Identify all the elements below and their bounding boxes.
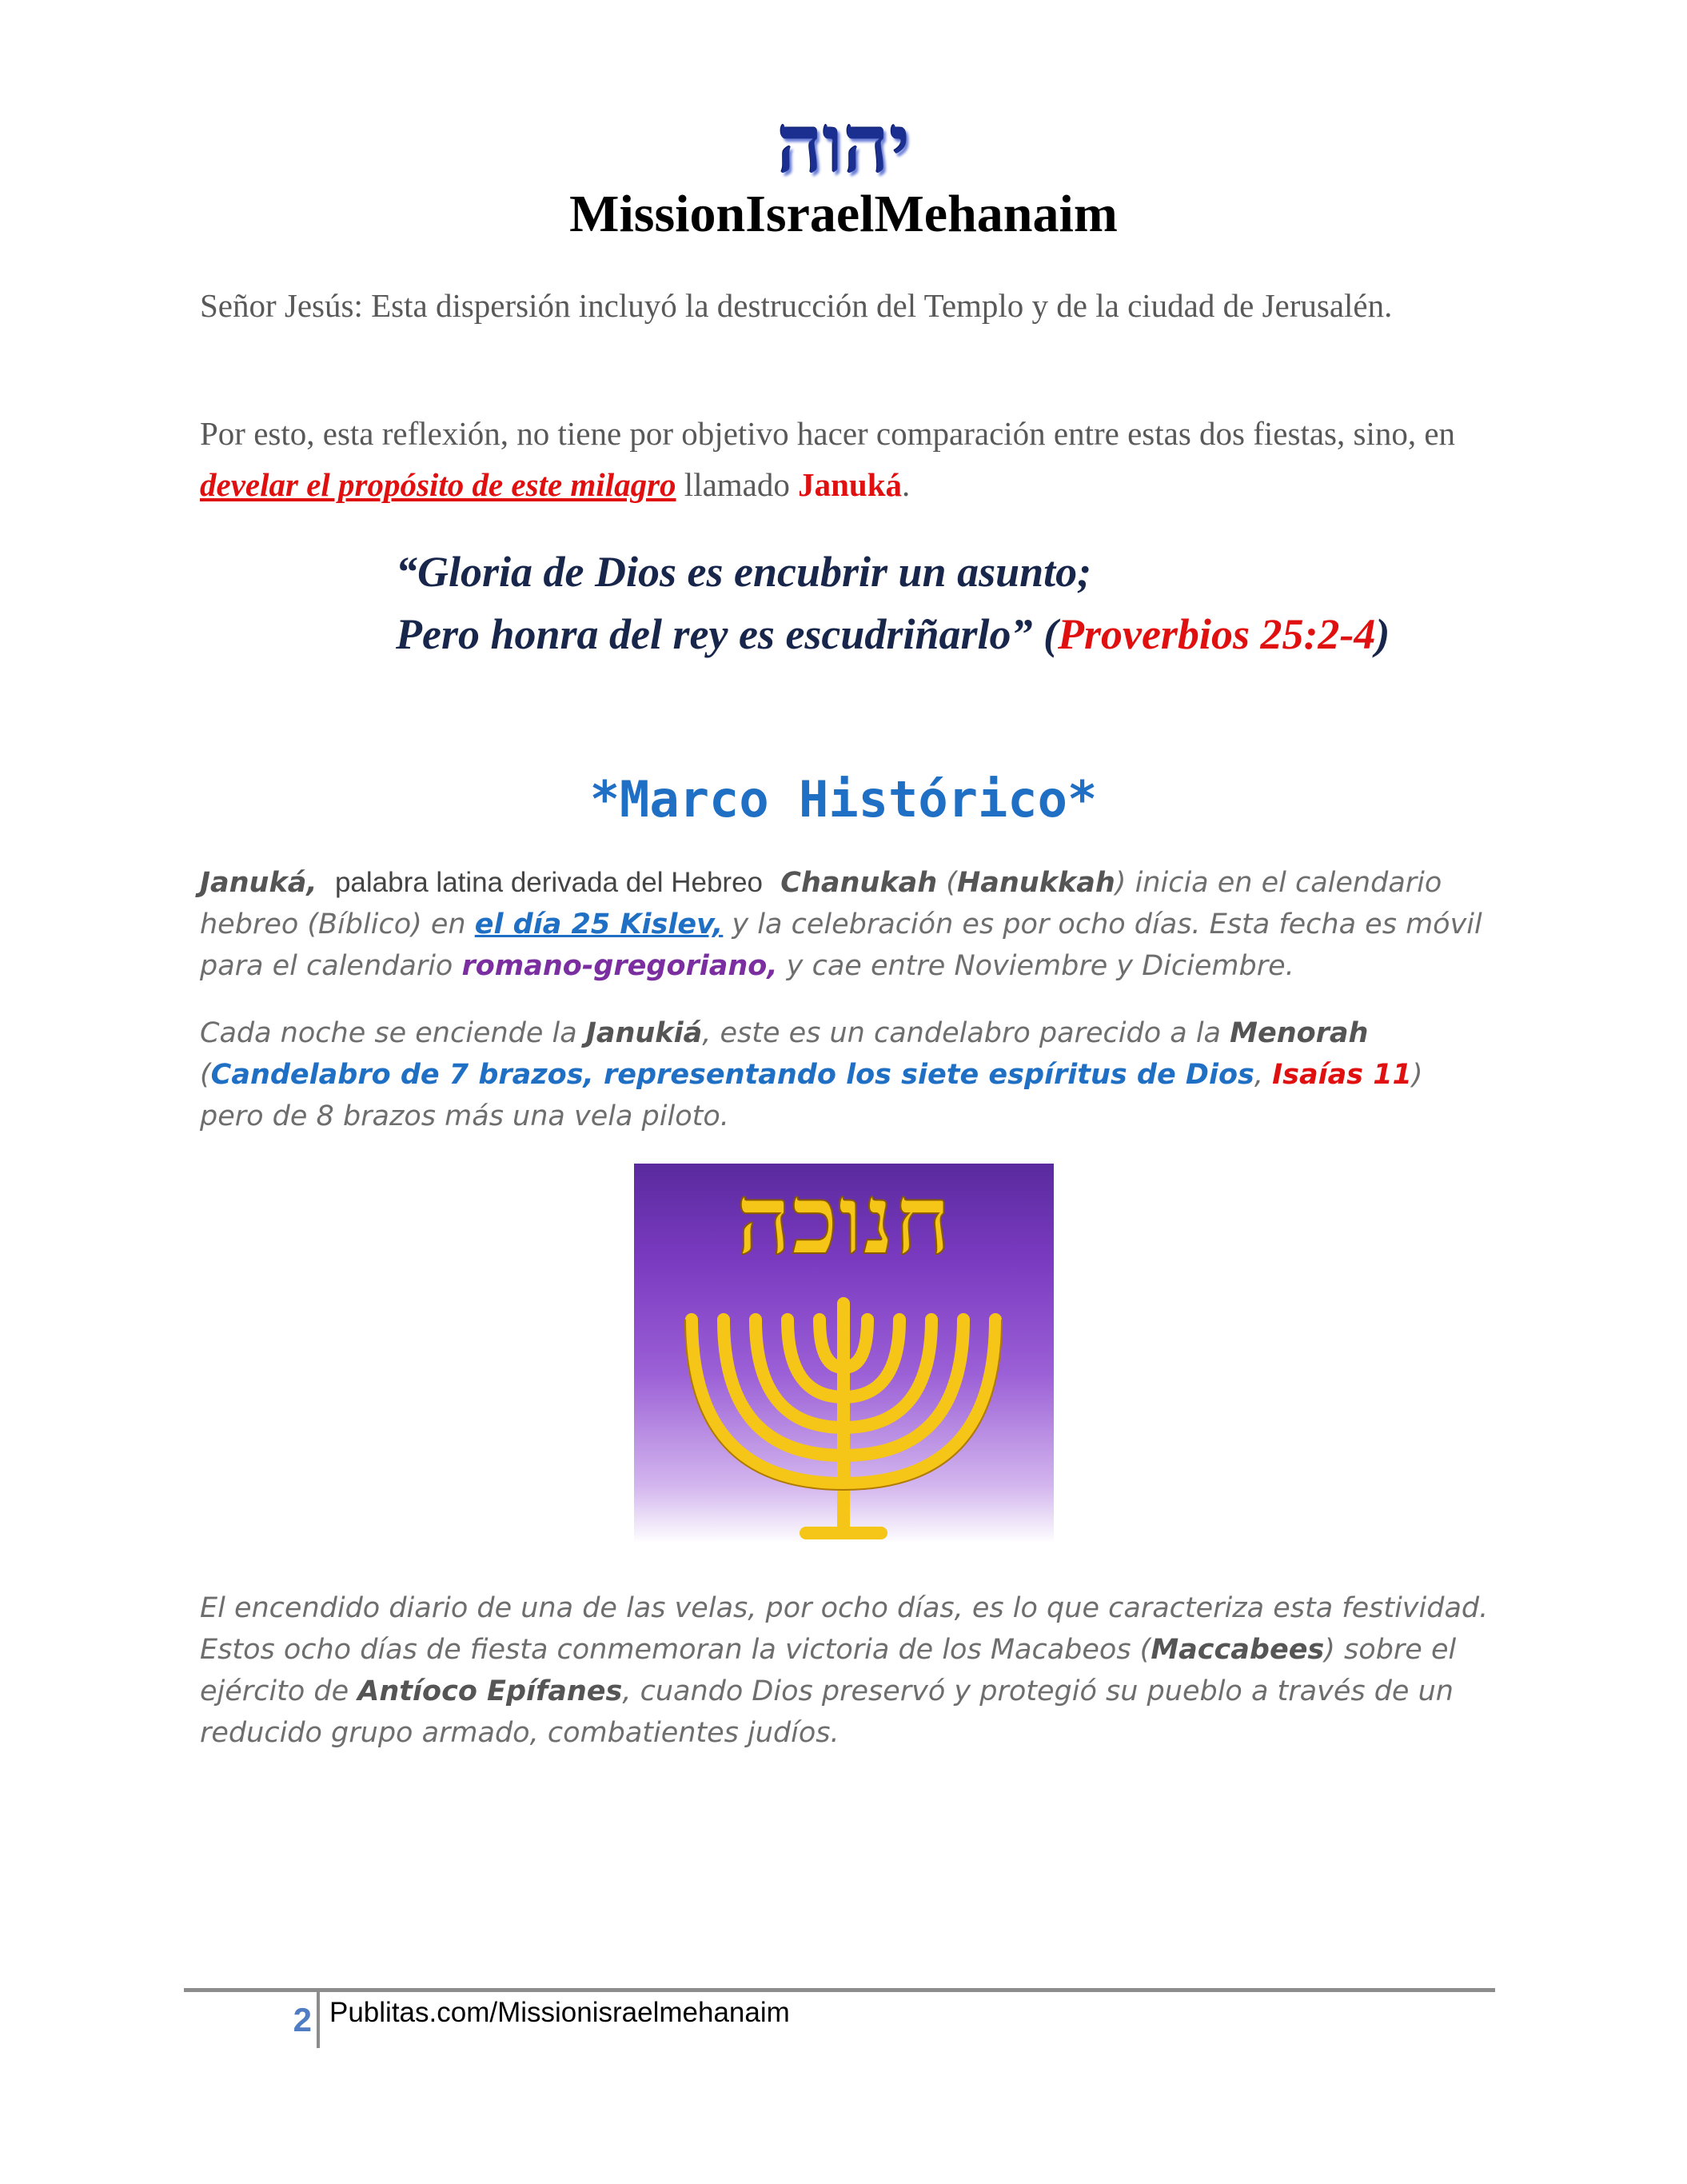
quote-line-2-text: Pero honra del rey es escudriñarlo” ( (396, 610, 1058, 658)
hanukkah-menorah-image (634, 1164, 1054, 1543)
p3-text-2: y la celebración es por ocho días. Esta fecha es móvil para el calendario (200, 908, 1482, 982)
menorah-term: Menorah (1230, 1017, 1369, 1049)
p5-text-2: ) sobre el ejército de (200, 1634, 1457, 1707)
kislev-date-link[interactable]: el día 25 Kislev, (474, 908, 724, 940)
p3-paren-open: ( (937, 867, 957, 899)
purpose-link[interactable]: develar el propósito de este milagro (200, 466, 676, 503)
p4-paren-close: ) (1411, 1059, 1423, 1091)
calendar-term: romano-gregoriano, (461, 950, 778, 982)
candelabro-text: Candelabro de 7 brazos, representando los siete espíritus de Dios (210, 1059, 1254, 1091)
menorah-icon (692, 1304, 995, 1533)
page-number: 2 (293, 2001, 312, 2038)
section-heading: *Marco Histórico* (589, 770, 1098, 828)
history-paragraph-1 (200, 862, 1511, 987)
p3-text-end: y cae entre Noviembre y Diciembre. (777, 950, 1294, 982)
quote-close: ) (1375, 610, 1390, 658)
footer-divider (317, 1992, 320, 2048)
latin-word-text: palabra latina derivada del Hebreo (334, 867, 764, 898)
footer-url[interactable]: Publitas.com/Missionisraelmehanaim (329, 1997, 790, 2028)
hanukkah-term: Hanukkah (956, 867, 1115, 899)
intro-paragraph-2 (200, 408, 1495, 510)
p2-text-before: Por esto, esta reflexión, no tiene por objetivo hacer comparación entre estas dos fiestas, sino, en (200, 415, 1456, 452)
intro-paragraph-1: Señor Jesús: Esta dispersión incluyó la destrucción del Templo y de la ciudad de Jerusalén. (200, 287, 1393, 324)
januka-term: Januká (798, 466, 903, 503)
p5-text-end: , cuando Dios preservó y protegió su pueblo a través de un reducido grupo armado, combatientes judíos. (200, 1675, 1454, 1749)
tetragrammaton-logo: יהוה (776, 97, 911, 191)
quote-line-1: “Gloria de Dios es encubrir un asunto; (396, 548, 1092, 596)
isaias-reference: Isaías 11 (1272, 1059, 1412, 1091)
p2-text-end: . (902, 466, 911, 503)
p4-text-end: pero de 8 brazos más una vela piloto. (200, 1100, 729, 1132)
januka-label: Januká, (200, 867, 317, 899)
p4-text-2: , este es un candelabro parecido a la (702, 1017, 1230, 1049)
hanukkah-hebrew-word: חנוכה (736, 1164, 951, 1276)
footer-rule (184, 1988, 1495, 1992)
proverbs-quote (396, 541, 1595, 665)
p4-paren-open: ( (200, 1059, 211, 1091)
quote-line-2 (396, 603, 1595, 665)
maccabees-term: Maccabees (1151, 1634, 1325, 1666)
quote-reference: Proverbios 25:2-4 (1057, 610, 1376, 658)
site-title: MissionIsraelMehanaim (569, 185, 1118, 243)
history-paragraph-3 (200, 1587, 1511, 1754)
januqia-term: Janukiá (585, 1017, 703, 1049)
history-paragraph-2 (200, 1012, 1511, 1137)
menorah-graphic (634, 1164, 1054, 1543)
p5-text-1: El encendido diario de una de las velas, por ocho días, es lo que caracteriza esta festividad. Estos ocho días de fiesta conmemoran la victoria de los Macabeos ( (200, 1592, 1489, 1666)
antiochus-term: Antíoco Epífanes (357, 1675, 623, 1707)
p4-comma: , (1254, 1059, 1273, 1091)
p2-text-middle: llamado (676, 466, 799, 503)
p4-text-1: Cada noche se enciende la (200, 1017, 586, 1049)
chanukah-term: Chanukah (780, 867, 938, 899)
p3-text-1: ) inicia en el calendario hebreo (Bíblico) en (200, 867, 1442, 940)
